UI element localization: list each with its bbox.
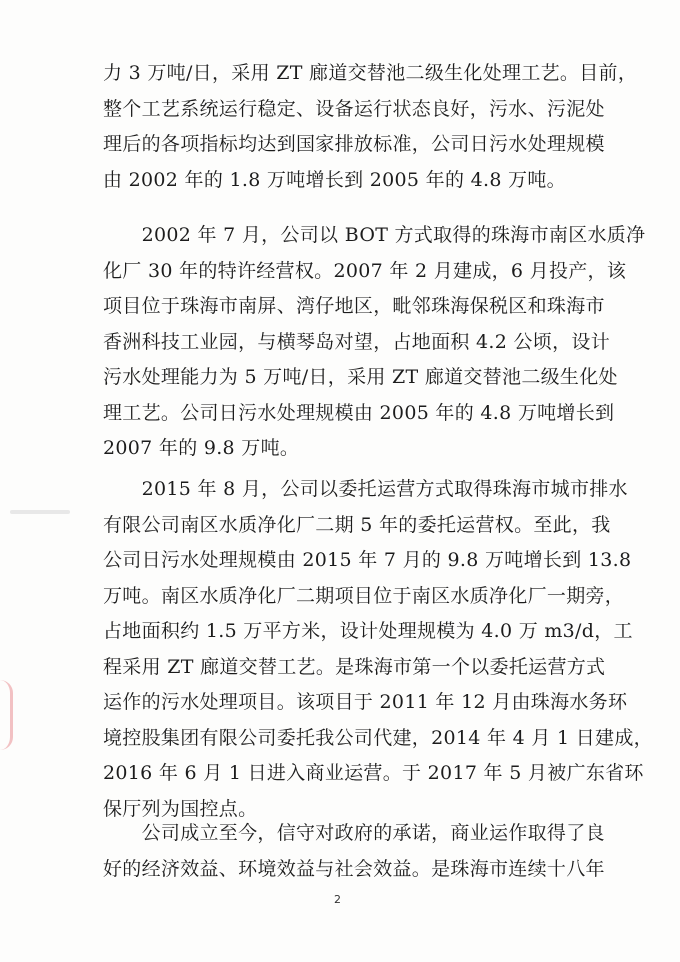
text-line: 污水处理能力为 5 万吨/日，采用 ZT 廊道交替池二级生化处 [103, 366, 618, 388]
text-line: 程采用 ZT 廊道交替工艺。是珠海市第一个以委托运营方式 [103, 655, 606, 678]
text-line: 香洲科技工业园，与横琴岛对望，占地面积 4.2 公顷，设计 [103, 330, 610, 353]
text-line: 2015 年 8 月，公司以委托运营方式取得珠海市城市排水 [103, 478, 628, 500]
text-line: 有限公司南区水质净化厂二期 5 年的委托运营权。至此，我 [103, 513, 611, 536]
text-line: 力 3 万吨/日，采用 ZT 廊道交替池二级生化处理工艺。目前， [103, 62, 638, 84]
text-line: 2016 年 6 月 1 日进入商业运营。于 2017 年 5 月被广东省环 [103, 762, 644, 784]
text-line: 项目位于珠海市南屏、湾仔地区，毗邻珠海保税区和珠海市 [103, 295, 605, 317]
text-line: 占地面积约 1.5 万平方米，设计处理规模为 4.0 万 m3/d，工 [103, 620, 633, 642]
text-line: 由 2002 年的 1.8 万吨增长到 2005 年的 4.8 万吨。 [103, 168, 566, 191]
text-line: 运作的污水处理项目。该项目于 2011 年 12 月由珠海水务环 [103, 691, 628, 713]
text-line: 公司日污水处理规模由 2015 年 7 月的 9.8 万吨增长到 13.8 [103, 549, 632, 571]
page-number: 2 [334, 893, 341, 906]
text-line: 境控股集团有限公司委托我公司代建，2014 年 4 月 1 日建成， [103, 726, 653, 749]
body-text [103, 816, 605, 887]
text-line: 2002 年 7 月，公司以 BOT 方式取得的珠海市南区水质净 [103, 224, 646, 246]
text-line: 化厂 30 年的特许经营权。2007 年 2 月建成，6 月投产，该 [103, 259, 627, 282]
body-text [103, 472, 653, 827]
body-text [103, 218, 646, 467]
scan-artifact [10, 510, 70, 514]
text-line: 保厅列为国控点。 [103, 797, 258, 820]
stamp-edge-mark [0, 680, 13, 750]
text-line: 理工艺。公司日污水处理规模由 2005 年的 4.8 万吨增长到 [103, 401, 615, 424]
text-line: 整个工艺系统运行稳定、设备运行状态良好，污水、污泥处 [103, 97, 605, 120]
text-line: 2007 年的 9.8 万吨。 [103, 437, 300, 459]
text-line: 万吨。南区水质净化厂二期项目位于南区水质净化厂一期旁， [103, 584, 625, 607]
text-line: 好的经济效益、环境效益与社会效益。是珠海市连续十八年 [103, 857, 605, 880]
text-line: 公司成立至今，信守对政府的承诺，商业运作取得了良 [103, 822, 605, 844]
body-text [103, 56, 638, 198]
text-line: 理后的各项指标均达到国家排放标准，公司日污水处理规模 [103, 133, 605, 155]
